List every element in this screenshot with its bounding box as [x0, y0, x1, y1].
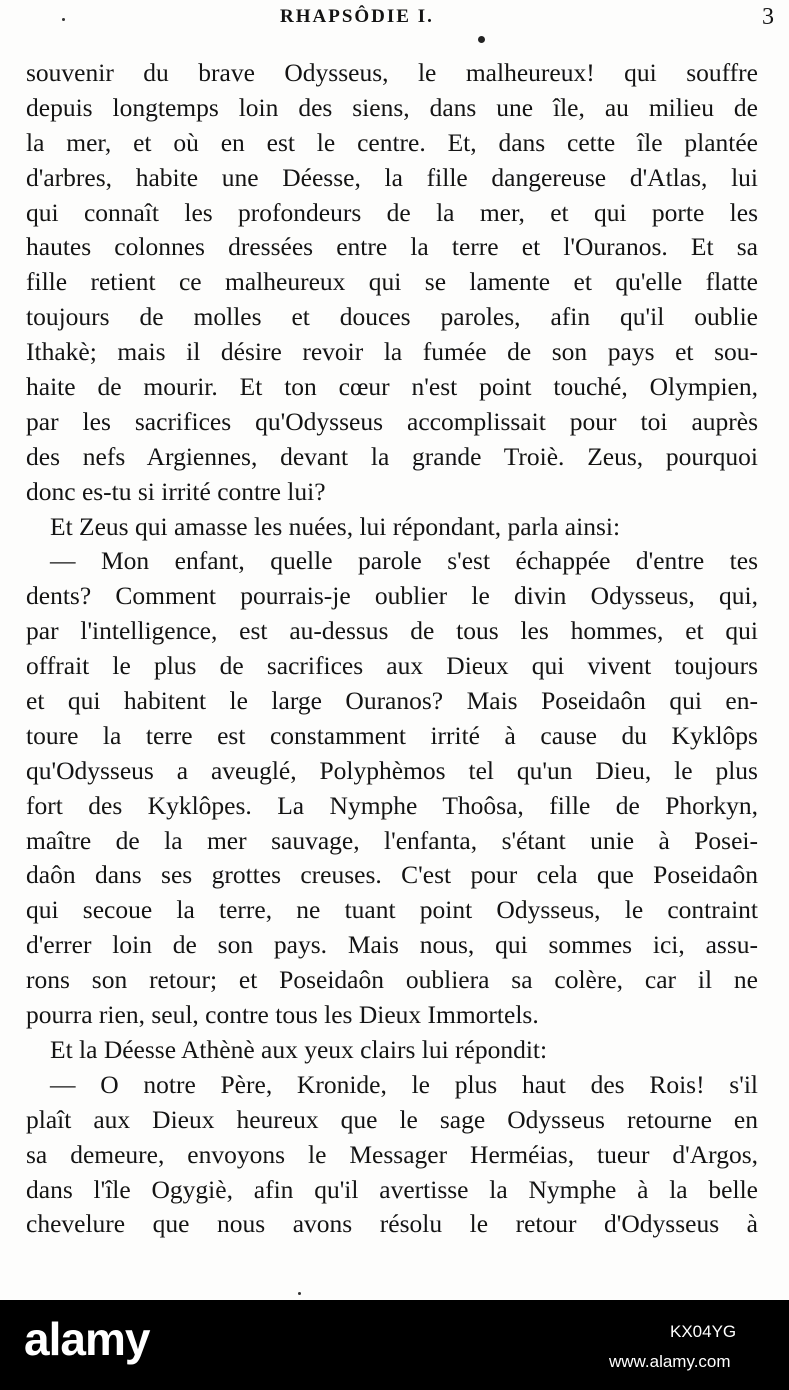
paper-speck: [298, 1292, 301, 1295]
page-number: 3: [762, 4, 774, 30]
text-line: dans l'île Ogygiè, afin qu'il avertisse la Nymphe à la belle: [26, 1174, 758, 1204]
text-line: rons son retour; et Poseidaôn oubliera sa colère, car il ne: [26, 965, 758, 995]
text-line: et qui habitent le large Ouranos? Mais Poseidaôn qui en-: [26, 686, 758, 716]
text-line: par l'intelligence, est au-dessus de tous les hommes, et qui: [26, 616, 758, 646]
text-line: sa demeure, envoyons le Messager Herméias, tueur d'Argos,: [26, 1139, 758, 1169]
text-line: hautes colonnes dressées entre la terre et l'Ouranos. Et sa: [26, 232, 758, 262]
text-line: plaît aux Dieux heureux que le sage Odysseus retourne en: [26, 1104, 758, 1134]
watermark-image-id: KX04YG: [670, 1322, 737, 1341]
text-line: d'arbres, habite une Déesse, la fille dangereuse d'Atlas, lui: [26, 162, 758, 192]
text-line: la mer, et où en est le centre. Et, dans cette île plantée: [26, 127, 758, 157]
running-title: RHAPSÔDIE I.: [280, 6, 434, 27]
text-line: toure la terre est constamment irrité à cause du Kyklôps: [26, 720, 758, 750]
text-line: Et la Déesse Athènè aux yeux clairs lui répondit:: [50, 1034, 548, 1064]
text-line: par les sacrifices qu'Odysseus accomplissait pour toi auprès: [26, 406, 758, 436]
text-line: fort des Kyklôpes. La Nymphe Thoôsa, fille de Phorkyn,: [26, 790, 758, 820]
text-line: pourra rien, seul, contre tous les Dieux Immortels.: [26, 1000, 539, 1030]
text-line: depuis longtemps loin des siens, dans une île, au milieu de: [26, 92, 758, 122]
text-line: qui secoue la terre, ne tuant point Odysseus, le contraint: [26, 895, 758, 925]
text-line: Ithakè; mais il désire revoir la fumée de son pays et sou-: [26, 337, 758, 367]
watermark-url: www.alamy.com: [609, 1352, 731, 1371]
text-line: des nefs Argiennes, devant la grande Troiè. Zeus, pourquoi: [26, 441, 758, 471]
text-line: offrait le plus de sacrifices aux Dieux qui vivent toujours: [26, 651, 758, 681]
text-line: d'errer loin de son pays. Mais nous, qui sommes ici, assu-: [26, 930, 758, 960]
text-line: maître de la mer sauvage, l'enfanta, s'étant unie à Posei-: [26, 825, 758, 855]
text-line: daôn dans ses grottes creuses. C'est pour cela que Poseidaôn: [26, 860, 758, 890]
text-line: fille retient ce malheureux qui se lamente et qu'elle flatte: [26, 267, 758, 297]
text-line: — O notre Père, Kronide, le plus haut des Rois! s'il: [50, 1069, 758, 1099]
text-line: qui connaît les profondeurs de la mer, et qui porte les: [26, 197, 758, 227]
text-line: toujours de molles et douces paroles, afin qu'il oublie: [26, 302, 758, 332]
watermark-logo: alamy: [24, 1313, 150, 1365]
body-text: [26, 56, 758, 1242]
text-line: qu'Odysseus a aveuglé, Polyphèmos tel qu'un Dieu, le plus: [26, 755, 758, 785]
text-line: Et Zeus qui amasse les nuées, lui répondant, parla ainsi:: [50, 511, 621, 541]
running-head: [0, 6, 789, 30]
paper-speck: [62, 18, 65, 21]
text-line: dents? Comment pourrais-je oublier le divin Odysseus, qui,: [26, 581, 758, 611]
text-line: — Mon enfant, quelle parole s'est échappée d'entre tes: [50, 546, 758, 576]
text-line: haite de mourir. Et ton cœur n'est point touché, Olympien,: [26, 372, 758, 402]
text-line: souvenir du brave Odysseus, le malheureux! qui souffre: [26, 58, 758, 87]
ornament-dot: [478, 36, 485, 43]
text-line: chevelure que nous avons résolu le retour d'Odysseus à: [26, 1209, 758, 1239]
text-line: donc es-tu si irrité contre lui?: [26, 476, 326, 506]
